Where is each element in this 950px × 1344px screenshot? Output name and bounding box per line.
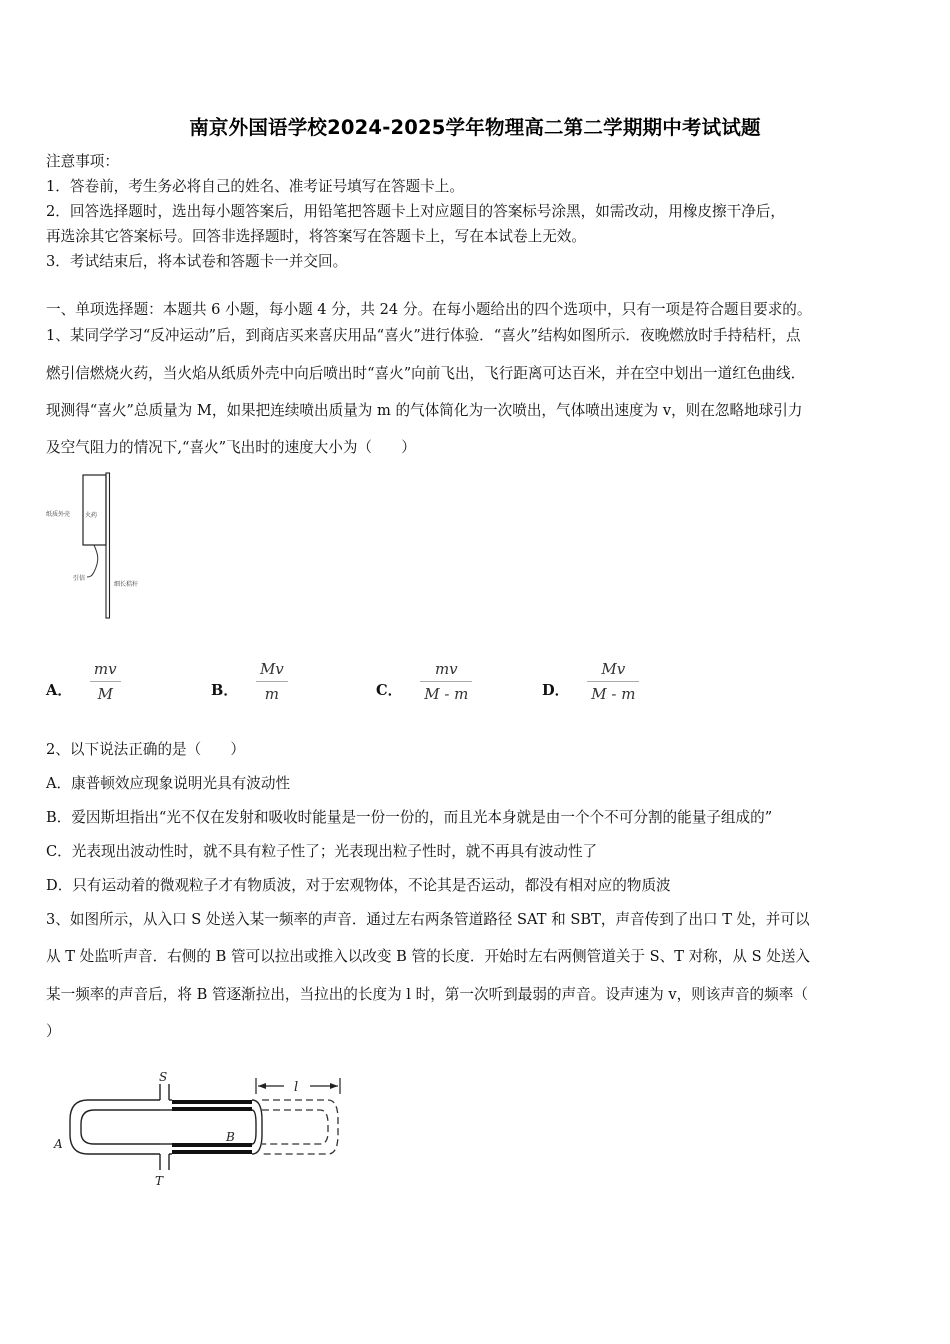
q2-stem: 2、以下说法正确的是（ ） [46,741,246,758]
q3-stem-line: 某一频率的声音后，将 B 管逐渐拉出，当拉出的长度为 l 时，第一次听到最弱的声音。设声速为 v，则该声音的频率（ [46,986,808,1003]
label-stick: 细长秸秆 [114,581,139,588]
label-l: l [294,1080,299,1095]
notice-item: 再选涂其它答案标号。回答非选择题时，将答案写在答题卡上，写在本试卷上无效。 [46,228,586,245]
q2-option-a[interactable]: A．康普顿效应现象说明光具有波动性 [46,775,291,792]
notice-item: 2．回答选择题时，选出每小题答案后，用铅笔把答题卡上对应题目的答案标号涂黑，如需改动，用橡皮擦干净后， [46,203,785,220]
q1-option-c[interactable]: C． $\frac{mv}{M - m}$ [376,654,472,704]
section-heading: 一、单项选择题：本题共 6 小题，每小题 4 分，共 24 分。在每小题给出的四个选项中，只有一项是符合题目要求的。 [46,301,812,318]
notice-item: 1．答卷前，考生务必将自己的姓名、准考证号填写在答题卡上。 [46,178,464,195]
label-b: B [226,1130,235,1144]
q1-stem-line: 燃引信燃烧火药，当火焰从纸质外壳中向后喷出时“喜火”向前飞出，飞行距离可达百米，并在空中划出一道红色曲线． [46,365,806,382]
q2-option-b[interactable]: B．爱因斯坦指出“光不仅在发射和吸收时能量是一份一份的，而且光本身就是由一个个不可分割的能量子组成的” [46,809,773,826]
notice-item: 3．考试结束后，将本试卷和答题卡一并交回。 [46,253,348,270]
q2-option-c[interactable]: C．光表现出波动性时，就不具有粒子性了；光表现出粒子性时，就不再具有波动性了 [46,843,598,860]
page-title: 南京外国语学校2024-2025学年物理高二第二学期期中考试试题 [189,116,761,139]
label-powder: 火药 [85,512,98,519]
q1-option-d[interactable]: D． $\frac{Mv}{M - m}$ [542,654,639,704]
notice-heading: 注意事项： [46,153,119,170]
fraction: $\frac{mv}{M - m}$ [420,659,472,705]
label-shell: 纸质外壳 [46,511,71,518]
label-fuse: 引信 [73,575,86,582]
firecracker-diagram [44,468,174,623]
q3-stem-line: 从 T 处监听声音．右侧的 B 管可以拉出或推入以改变 B 管的长度．开始时左右两侧管道关于 S、T 对称，从 S 处送入 [46,948,811,965]
fraction: $\frac{mv}{M}$ [90,659,121,705]
q3-stem-line: ） [46,1023,61,1040]
q2-option-d[interactable]: D．只有运动着的微观粒子才有物质波，对于宏观物体，不论其是否运动，都没有相对应的物质波 [46,877,671,894]
q1-stem-line: 现测得“喜火”总质量为 M，如果把连续喷出质量为 m 的气体简化为一次喷出，气体喷出速度为 v，则在忽略地球引力 [46,402,803,419]
q3-stem-line: 3、如图所示，从入口 S 处送入某一频率的声音．通过左右两条管道路径 SAT 和 SBT，声音传到了出口 T 处，并可以 [46,911,810,928]
fraction: $\frac{Mv}{m}$ [256,659,288,705]
q1-stem-line: 1、某同学学习“反冲运动”后，到商店买来喜庆用品“喜火”进行体验．“喜火”结构如图所示．夜晚燃放时手持秸杆，点 [46,327,801,344]
q1-option-a[interactable]: A． $\frac{mv}{M}$ [46,654,121,704]
q1-option-b[interactable]: B． $\frac{Mv}{m}$ [211,654,288,704]
q1-stem-line: 及空气阻力的情况下,“喜火”飞出时的速度大小为（ ） [46,439,416,456]
fraction: $\frac{Mv}{M - m}$ [587,659,639,705]
label-t: T [155,1174,164,1188]
sound-tube-diagram [48,1064,358,1189]
label-a: A [54,1137,63,1151]
label-s: S [159,1070,168,1084]
